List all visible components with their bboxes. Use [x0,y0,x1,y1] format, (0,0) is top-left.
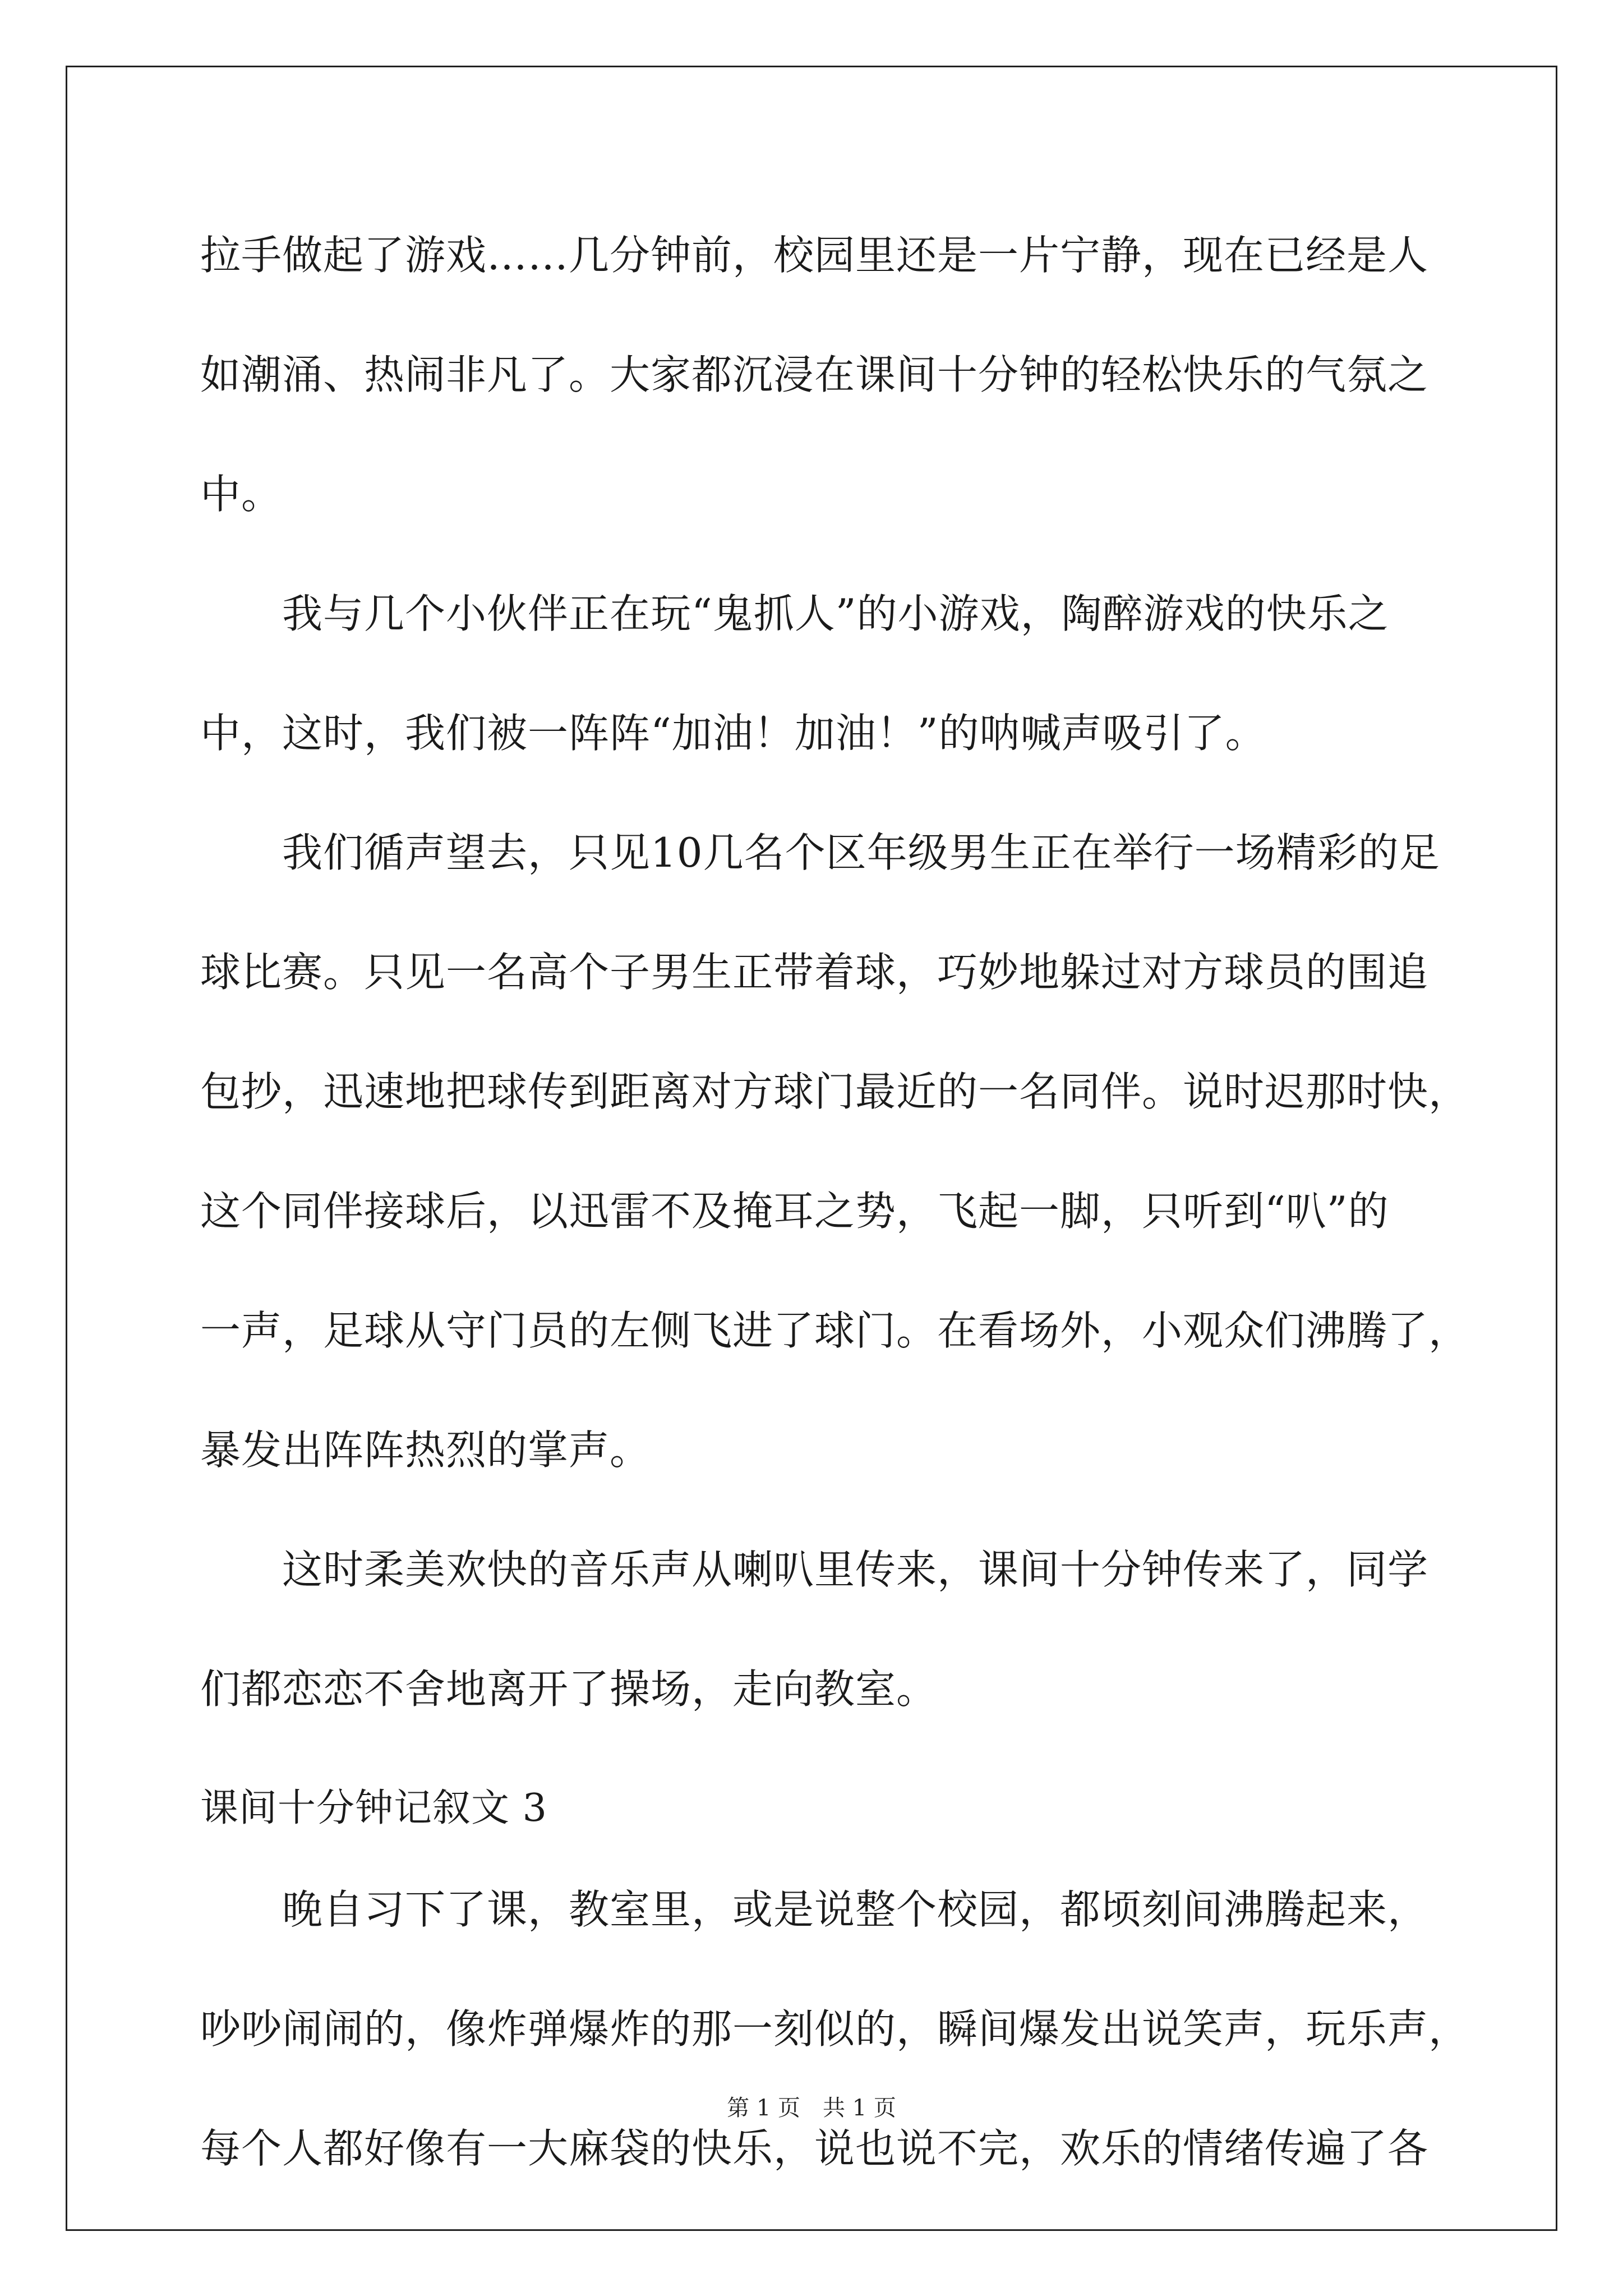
text-line: 我们循声望去，只见10几名个区年级男生正在举行一场精彩的足 [200,829,1440,876]
text-line: 晚自习下了课，教室里，或是说整个校园，都顷刻间沸腾起来， [200,1886,1429,1933]
text-line: 如潮涌、热闹非凡了。大家都沉浸在课间十分钟的轻松快乐的气氛之 [200,351,1429,398]
text-line: 中。 [200,471,283,518]
text-line: 吵吵闹闹的，像炸弹爆炸的那一刻似的，瞬间爆发出说笑声，玩乐声， [200,2005,1470,2053]
document-body [200,213,1470,2226]
text-line: 球比赛。只见一名高个子男生正带着球，巧妙地躲过对方球员的围追 [200,949,1429,996]
text-line: 中，这时，我们被一阵阵“加油！加油！”的呐喊声吸引了。 [200,710,1266,757]
text-line: 一声，足球从守门员的左侧飞进了球门。在看场外，小观众们沸腾了， [200,1307,1470,1354]
text-line: 暴发出阵阵热烈的掌声。 [200,1427,651,1474]
text-line: 们都恋恋不舍地离开了操场，走向教室。 [200,1665,938,1713]
text-line: 每个人都好像有一大麻袋的快乐，说也说不完，欢乐的情绪传遍了各 [200,2125,1429,2172]
text-line: 包抄，迅速地把球传到距离对方球门最近的一名同伴。说时迟那时快， [200,1068,1470,1115]
text-line: 这个同伴接球后，以迅雷不及掩耳之势，飞起一脚，只听到“叭”的 [200,1188,1389,1235]
section-heading: 课间十分钟记叙文 3 [200,1786,547,1830]
text-line: 这时柔美欢快的音乐声从喇叭里传来，课间十分钟传来了，同学 [200,1546,1429,1593]
text-line: 拉手做起了游戏……几分钟前，校园里还是一片宁静，现在已经是人 [200,232,1429,279]
text-line: 我与几个小伙伴正在玩“鬼抓人”的小游戏，陶醉游戏的快乐之 [200,590,1389,637]
page-number-footer: 第 1 页 共 1 页 [727,2095,896,2121]
